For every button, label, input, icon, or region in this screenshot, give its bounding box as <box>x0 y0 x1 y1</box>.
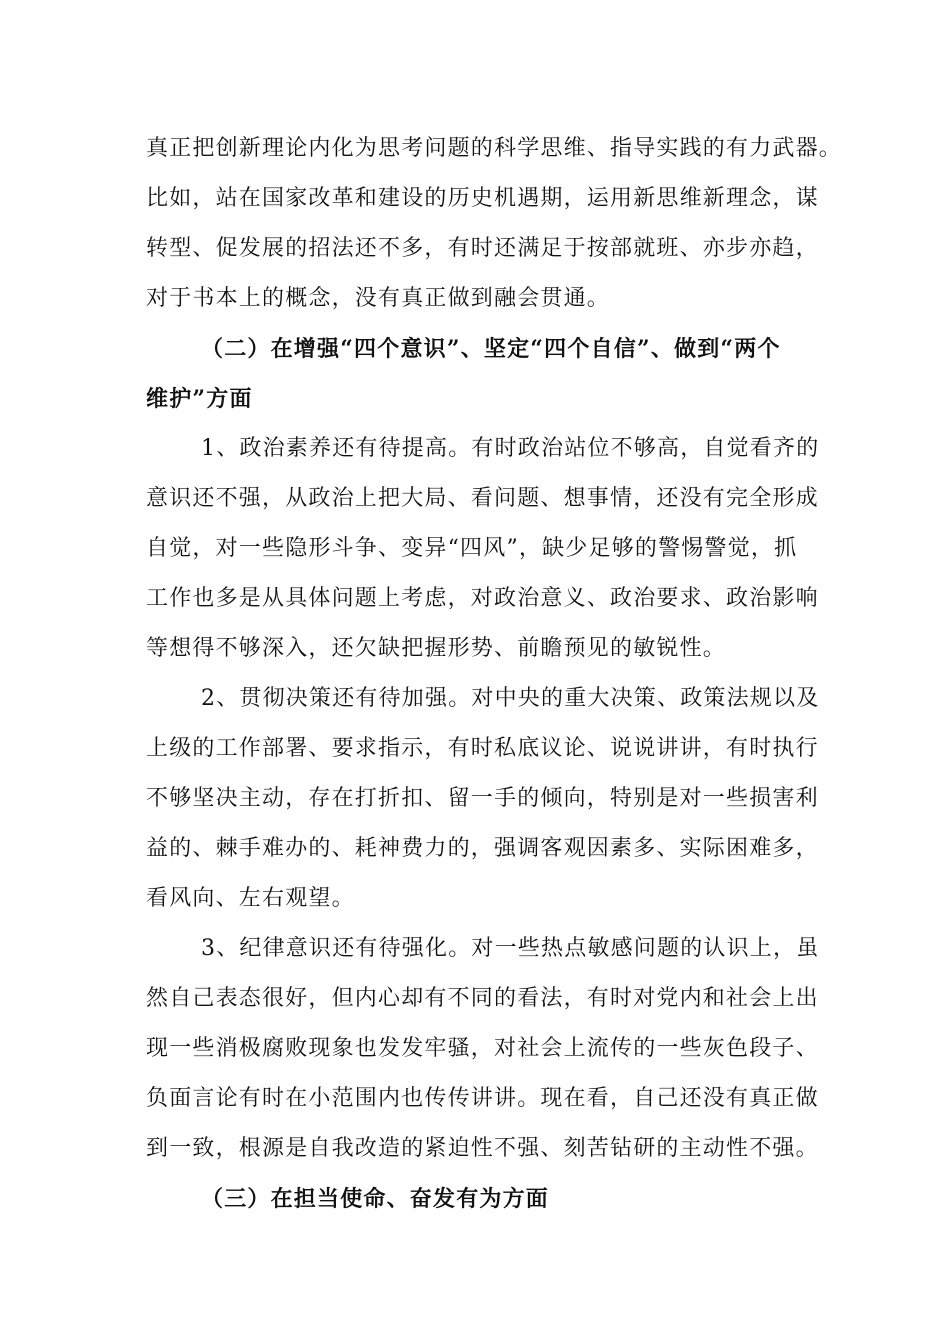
body-text-line: 转型、促发展的招法还不多，有时还满足于按部就班、亦步亦趋， <box>146 236 819 261</box>
body-text-line: 真正把创新理论内化为思考问题的科学思维、指导实践的有力武器。 <box>146 136 843 161</box>
section-heading-2-continued: 维护”方面 <box>146 386 253 412</box>
paragraph-3-line: 负面言论有时在小范围内也传传讲讲。现在看，自己还没有真正做 <box>146 1086 819 1111</box>
paragraph-3-line: 现一些消极腐败现象也发发牢骚，对社会上流传的一些灰色段子、 <box>146 1036 819 1061</box>
paragraph-1-line: 意识还不强，从政治上把大局、看问题、想事情，还没有完全形成 <box>146 486 819 511</box>
paragraph-3-line: 然自己表态很好，但内心却有不同的看法，有时对党内和社会上出 <box>146 986 819 1011</box>
body-text-line: 比如，站在国家改革和建设的历史机遇期，运用新思维新理念，谋 <box>146 186 819 211</box>
paragraph-2-line: 益的、棘手难办的、耗神费力的，强调客观因素多、实际困难多， <box>146 836 819 861</box>
paragraph-2-line: 2、贯彻决策还有待加强。对中央的重大决策、政策法规以及 <box>201 686 820 711</box>
paragraph-1-line: 工作也多是从具体问题上考虑，对政治意义、政治要求、政治影响 <box>146 586 819 611</box>
paragraph-2-line: 看风向、左右观望。 <box>146 886 355 911</box>
paragraph-2-line: 上级的工作部署、要求指示，有时私底议论、说说讲讲，有时执行 <box>146 736 819 761</box>
body-text-line: 对于书本上的概念，没有真正做到融会贯通。 <box>146 286 611 311</box>
paragraph-2-line: 不够坚决主动，存在打折扣、留一手的倾向，特别是对一些损害利 <box>146 786 819 811</box>
paragraph-1-line: 1、政治素养还有待提高。有时政治站位不够高，自觉看齐的 <box>201 436 820 461</box>
paragraph-1-line: 等想得不够深入，还欠缺把握形势、前瞻预见的敏锐性。 <box>146 636 727 661</box>
paragraph-3-line: 3、纪律意识还有待强化。对一些热点敏感问题的认识上，虽 <box>201 936 820 961</box>
paragraph-1-line: 自觉，对一些隐形斗争、变异“四风”，缺少足够的警惕警觉，抓 <box>146 536 798 561</box>
section-heading-2: （二）在增强“四个意识”、坚定“四个自信”、做到“两个 <box>201 336 781 362</box>
section-heading-3: （三）在担当使命、奋发有为方面 <box>201 1186 550 1212</box>
paragraph-3-line: 到一致，根源是自我改造的紧迫性不强、刻苦钻研的主动性不强。 <box>146 1136 819 1161</box>
